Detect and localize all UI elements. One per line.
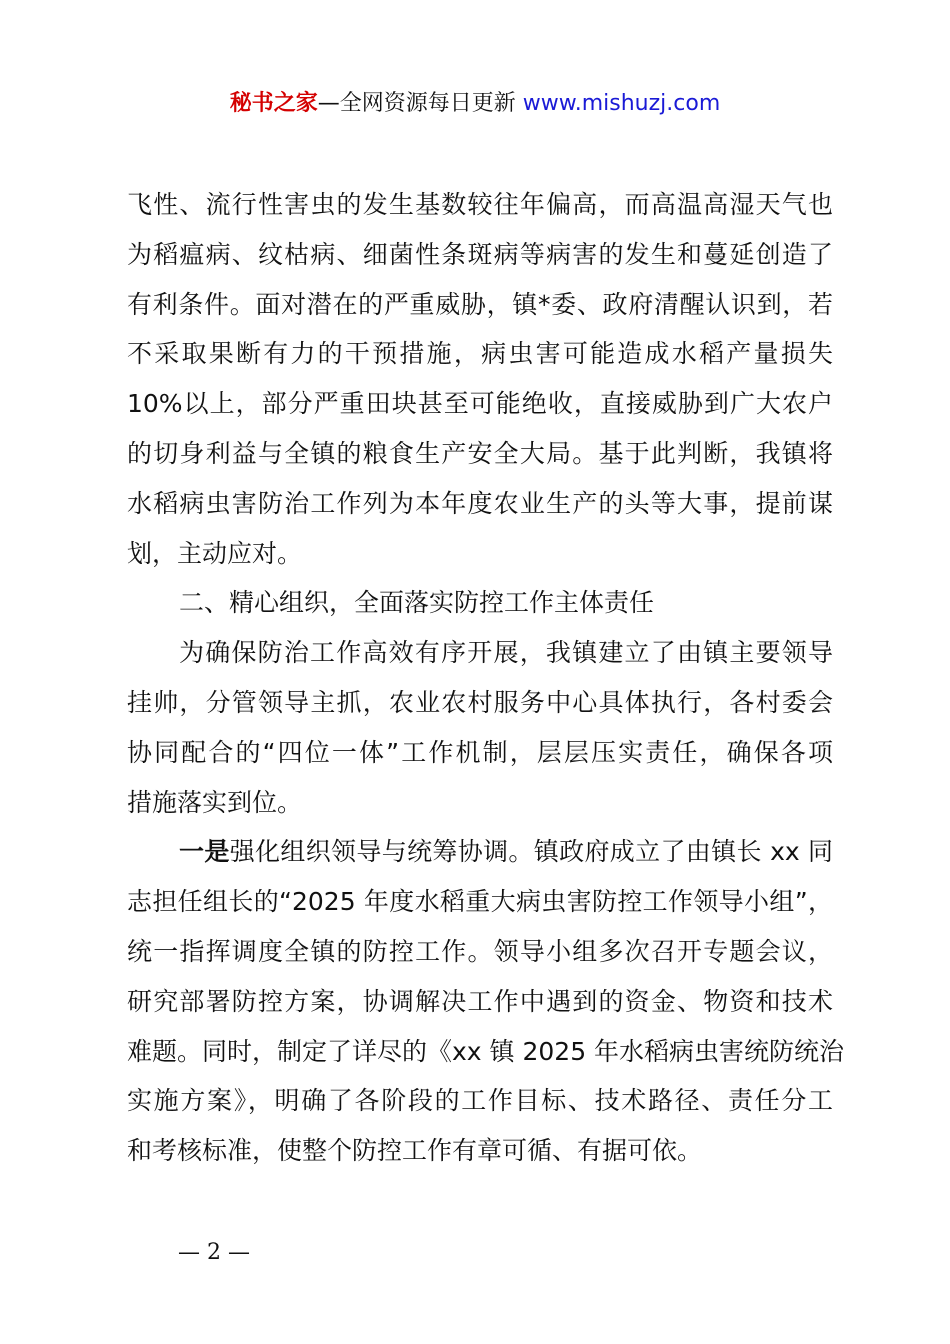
paragraph-line: 挂帅，分管领导主抓，农业农村服务中心具体执行，各村委会: [127, 687, 833, 717]
paragraph-text: 强化组织领导与统筹协调。镇政府成立了由镇长 xx 同: [229, 837, 833, 867]
section-heading: 二、精心组织，全面落实防控工作主体责任: [179, 588, 655, 618]
paragraph-line: 10%以上，部分严重田块甚至可能绝收，直接威胁到广大农户: [127, 389, 833, 419]
page-number: — 2 —: [178, 1240, 250, 1265]
paragraph-line: 不采取果断有力的干预措施，病虫害可能造成水稻产量损失: [127, 339, 833, 369]
site-url-link[interactable]: www.mishuzj.com: [522, 91, 721, 116]
bold-lead-text: 一是: [179, 837, 230, 867]
document-body: [127, 180, 845, 1176]
paragraph-line: 实施方案》，明确了各阶段的工作目标、技术路径、责任分工: [127, 1086, 833, 1116]
paragraph-line: 为稻瘟病、纹枯病、细菌性条斑病等病害的发生和蔓延创造了: [127, 239, 833, 269]
paragraph-line: 协同配合的“四位一体”工作机制，层层压实责任，确保各项: [127, 737, 833, 767]
paragraph-line: 划，主动应对。: [127, 538, 303, 568]
paragraph-line: 为确保防治工作高效有序开展，我镇建立了由镇主要领导: [179, 638, 833, 668]
paragraph-line: 的切身利益与全镇的粮食生产安全大局。基于此判断，我镇将: [127, 438, 833, 468]
paragraph-line: 飞性、流行性害虫的发生基数较往年偏高，而高温高湿天气也: [127, 190, 833, 219]
paragraph-line: 研究部署防控方案，协调解决工作中遇到的资金、物资和技术: [127, 986, 833, 1016]
site-header: [0, 86, 950, 122]
paragraph-line: 措施落实到位。: [127, 787, 303, 817]
paragraph-line: 有利条件。面对潜在的严重威胁，镇*委、政府清醒认识到，若: [127, 289, 833, 319]
paragraph-line: 难题。同时，制定了详尽的《xx 镇 2025 年水稻病虫害统防统治: [127, 1036, 845, 1066]
paragraph-line: 水稻病虫害防治工作列为本年度农业生产的头等大事，提前谋: [127, 488, 833, 518]
brand-name: 秘书之家: [229, 91, 318, 116]
paragraph-line: 和考核标准，使整个防控工作有章可循、有据可依。: [127, 1136, 703, 1166]
header-tagline: —全网资源每日更新: [317, 91, 523, 116]
paragraph-line: 统一指挥调度全镇的防控工作。领导小组多次召开专题会议，: [127, 936, 833, 966]
paragraph-line: 志担任组长的“2025 年度水稻重大病虫害防控工作领导小组”，: [127, 887, 833, 917]
paragraph-line-lead: [127, 827, 833, 877]
